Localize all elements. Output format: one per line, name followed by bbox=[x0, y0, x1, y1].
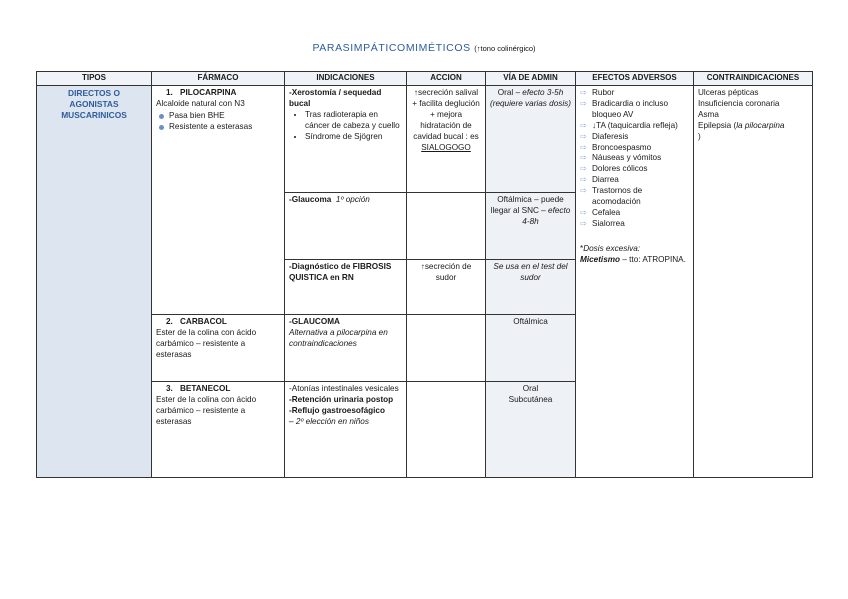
list-item: Pasa bien BHE bbox=[156, 111, 280, 122]
accion-xerostomia bbox=[407, 86, 486, 193]
via-xerostomia bbox=[486, 86, 576, 193]
indicacion-note: Alternativa a pilocarpina en contraindicaciones bbox=[289, 327, 388, 348]
accion-betanecol bbox=[407, 382, 486, 478]
indicacion-line: – 2º elección en niños bbox=[289, 416, 369, 426]
accion-glaucoma bbox=[407, 193, 486, 260]
via-line: Subcutánea bbox=[508, 394, 553, 404]
list-item: ⇨ Diaferesis bbox=[580, 131, 629, 141]
list-item: ⇨ Trastornos de acomodación bbox=[580, 186, 643, 207]
note-italic: Dosis excesiva: bbox=[583, 243, 641, 253]
via-glaucoma bbox=[486, 193, 576, 260]
list-item: ⇨ ↓TA (taquicardia refleja) bbox=[580, 120, 678, 130]
indicacion-line: -Retención urinaria postop bbox=[289, 394, 394, 404]
indicacion-note: 1º opción bbox=[335, 195, 370, 204]
list-item: ⇨ Dolores cólicos bbox=[580, 164, 648, 174]
arrow-outline-icon: ⇨ bbox=[580, 207, 587, 217]
arrow-outline-icon: ⇨ bbox=[580, 131, 587, 141]
drug-number: 3. bbox=[166, 384, 173, 393]
indicacion-xerostomia bbox=[285, 86, 407, 193]
contra-cell bbox=[694, 86, 813, 478]
indicacion-betanecol bbox=[285, 382, 407, 478]
note-bold: Micetismo bbox=[580, 254, 621, 264]
contra-item: Asma bbox=[698, 109, 719, 119]
contra-item-cont: ) bbox=[698, 131, 701, 141]
arrow-outline-icon: ⇨ bbox=[580, 218, 587, 228]
drug-desc: Ester de la colina con ácido carbámico – resistente a esterasas bbox=[156, 394, 257, 426]
indicacion-fibrosis bbox=[285, 260, 407, 315]
farmaco-pilocarpina bbox=[152, 86, 285, 315]
indicacion-title: -Glaucoma bbox=[289, 195, 332, 204]
indicacion-line: -Reflujo gastroesofágico bbox=[289, 405, 385, 415]
indicacion-title: -Xerostomía / sequedad bucal bbox=[289, 88, 382, 108]
pharma-table bbox=[36, 71, 813, 478]
list-item: ⇨ Diarrea bbox=[580, 175, 619, 185]
header-farmaco: FÁRMACO bbox=[152, 72, 285, 86]
header-indicaciones: INDICACIONES bbox=[285, 72, 407, 86]
accion-text: ↑secreción salival + facilita deglución + mejora hidratación de cavidad bucal : es bbox=[412, 88, 480, 141]
via-italic: efecto 3-5h (requiere varias dosis) bbox=[490, 88, 571, 108]
list-item: ⇨ Bradicardia o incluso bloqueo AV bbox=[580, 98, 669, 119]
arrow-outline-icon: ⇨ bbox=[580, 175, 587, 185]
list-item: • Tras radioterapia en cáncer de cabeza y cuello bbox=[305, 110, 402, 132]
drug-desc: Ester de la colina con ácido carbámico – resistente a esterasas bbox=[156, 327, 257, 359]
drug-bullets bbox=[156, 111, 280, 133]
table-row bbox=[37, 86, 813, 193]
list-item: ⇨ Broncoespasmo bbox=[580, 142, 652, 152]
header-via: VÍA DE ADMIN bbox=[486, 72, 576, 86]
drug-title: CARBACOL bbox=[180, 317, 227, 326]
contra-item: Ulceras pépticas bbox=[698, 88, 759, 97]
via-fibrosis bbox=[486, 260, 576, 315]
via-main: Oral – bbox=[497, 88, 523, 97]
efectos-note bbox=[580, 244, 689, 266]
list-item: ⇨ Sialorrea bbox=[580, 218, 625, 228]
indicacion-title: -GLAUCOMA bbox=[289, 317, 340, 326]
header-contraindicaciones: CONTRAINDICACIONES bbox=[694, 72, 813, 86]
arrow-outline-icon: ⇨ bbox=[580, 164, 587, 174]
tipo-cell bbox=[37, 86, 152, 478]
tipo-line: AGONISTAS bbox=[69, 99, 119, 110]
arrow-outline-icon: ⇨ bbox=[580, 120, 587, 130]
tipo-line: DIRECTOS O bbox=[68, 88, 120, 98]
page-title-main: PARASIMPÁTICOMIMÉTICOS bbox=[312, 42, 471, 54]
header-efectos: EFECTOS ADVERSOS bbox=[576, 72, 694, 86]
via-betanecol bbox=[486, 382, 576, 478]
page-title bbox=[0, 42, 848, 54]
drug-name bbox=[156, 88, 280, 99]
via-line: Oral bbox=[522, 384, 539, 393]
drug-name bbox=[156, 384, 280, 395]
via-main: Oftálmica – puede llegar al SNC – bbox=[490, 195, 564, 215]
note-rest: – tto: ATROPINA. bbox=[622, 254, 686, 264]
arrow-outline-icon: ⇨ bbox=[580, 98, 587, 108]
indicacion-glaucoma bbox=[285, 193, 407, 260]
indicacion-line: -Atonías intestinales vesicales bbox=[289, 384, 399, 393]
list-item: Resistente a esterasas bbox=[156, 122, 280, 133]
farmaco-carbacol bbox=[152, 315, 285, 382]
drug-name bbox=[156, 317, 280, 328]
accion-term: SIALOGOGO bbox=[421, 142, 471, 152]
list-item: ⇨ Náuseas y vómitos bbox=[580, 153, 662, 163]
efectos-cell bbox=[576, 86, 694, 478]
efectos-list bbox=[580, 88, 689, 230]
farmaco-betanecol bbox=[152, 382, 285, 478]
arrow-outline-icon: ⇨ bbox=[580, 153, 587, 163]
header-accion: ACCION bbox=[407, 72, 486, 86]
arrow-outline-icon: ⇨ bbox=[580, 186, 587, 196]
indicacion-bullets bbox=[289, 110, 402, 143]
drug-number: 1. bbox=[166, 88, 173, 97]
drug-number: 2. bbox=[166, 317, 173, 326]
drug-title: BETANECOL bbox=[180, 384, 231, 393]
page-title-sub: (↑tono colinérgico) bbox=[474, 44, 536, 53]
header-row bbox=[37, 72, 813, 86]
indicacion-title: -Diagnóstico de FIBROSIS QUISTICA en RN bbox=[289, 262, 392, 282]
contra-item: Insuficiencia coronaria bbox=[698, 98, 780, 108]
accion-fibrosis: ↑secreción de sudor bbox=[407, 260, 486, 315]
indicacion-carbacol bbox=[285, 315, 407, 382]
note-prefix: * bbox=[580, 243, 584, 253]
arrow-outline-icon: ⇨ bbox=[580, 88, 587, 97]
arrow-outline-icon: ⇨ bbox=[580, 142, 587, 152]
accion-carbacol bbox=[407, 315, 486, 382]
via-italic: efecto 4-8h bbox=[522, 205, 571, 226]
list-item: • Síndrome de Sjögren bbox=[305, 132, 402, 143]
via-carbacol: Oftálmica bbox=[486, 315, 576, 382]
via-italic: Se usa en el test del sudor bbox=[493, 262, 568, 282]
header-tipos: TIPOS bbox=[37, 72, 152, 86]
tipo-line: MUSCARINICOS bbox=[61, 110, 127, 121]
drug-desc: Alcaloide natural con N3 bbox=[156, 98, 245, 108]
contra-item: Epilepsia (la pilocarpina bbox=[698, 120, 785, 130]
list-item: ⇨ Cefalea bbox=[580, 207, 621, 217]
list-item: ⇨ Rubor bbox=[580, 88, 615, 97]
drug-title: PILOCARPINA bbox=[180, 88, 237, 97]
